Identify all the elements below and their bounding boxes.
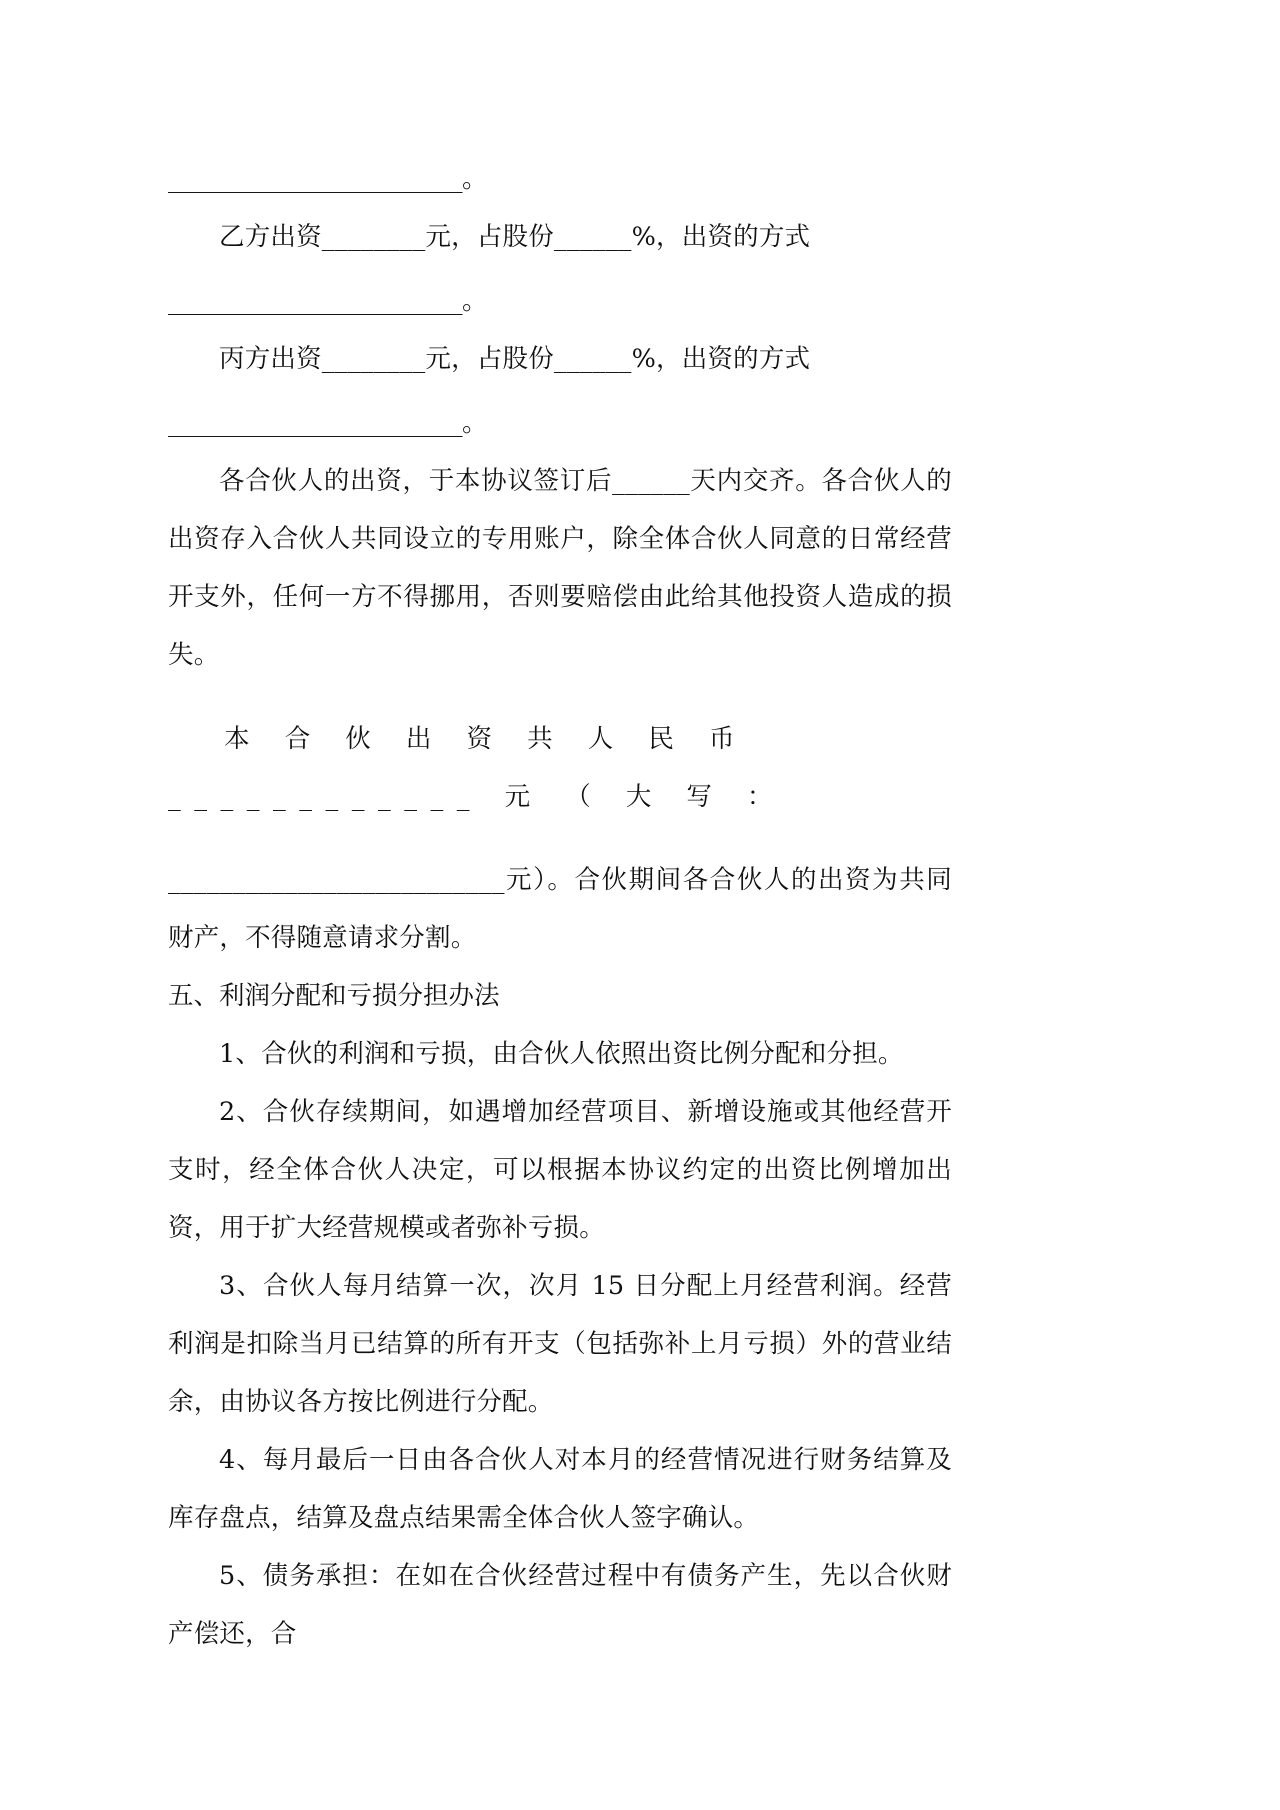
party-c-contribution-paragraph: 丙方出资________元，占股份______%，出资的方式 — [219, 344, 811, 374]
clause-item-5: 5、债务承担：在如在合伙经营过程中有债务产生，先以合伙财产偿还，合 — [168, 1561, 952, 1649]
blank-rule-line-1: ________________________。 — [168, 164, 488, 194]
party-b-contribution-paragraph: 乙方出资________元，占股份______%，出资的方式 — [219, 222, 811, 252]
clause-item-1: 1、合伙的利润和亏损，由合伙人依照出资比例分配和分担。 — [219, 1039, 904, 1069]
clause-item-4: 4、每月最后一日由各合伙人对本月的经营情况进行财务结算及库存盘点，结算及盘点结果需全体合伙人签字确认。 — [168, 1445, 952, 1533]
section-five-heading: 五、利润分配和亏损分担办法 — [168, 981, 500, 1011]
contribution-delivery-paragraph: 各合伙人的出资，于本协议签订后______天内交齐。各合伙人的出资存入合伙人共同设立的专用账户，除全体合伙人同意的日常经营开支外，任何一方不得挪用，否则要赔偿由此给其他投资人造成的损失。 — [168, 466, 952, 670]
blank-rule-line-2: ________________________。 — [168, 286, 488, 316]
total-capital-line-2: __________________________元）。合伙期间各合伙人的出资为共同财产，不得随意请求分割。 — [168, 865, 952, 953]
clause-item-3: 3、合伙人每月结算一次，次月 15 日分配上月经营利润。经营利润是扣除当月已结算的所有开支（包括弥补上月亏损）外的营业结余，由协议各方按比例进行分配。 — [168, 1271, 952, 1417]
clause-item-2: 2、合伙存续期间，如遇增加经营项目、新增设施或其他经营开支时，经全体合伙人决定，可以根据本协议约定的出资比例增加出资，用于扩大经营规模或者弥补亏损。 — [168, 1097, 952, 1243]
total-capital-line-1: 本 合 伙 出 资 共 人 民 币 ____________ 元 （ 大 写 ： — [168, 723, 787, 812]
document-body — [168, 150, 952, 1663]
blank-rule-line-3: ________________________。 — [168, 408, 488, 438]
